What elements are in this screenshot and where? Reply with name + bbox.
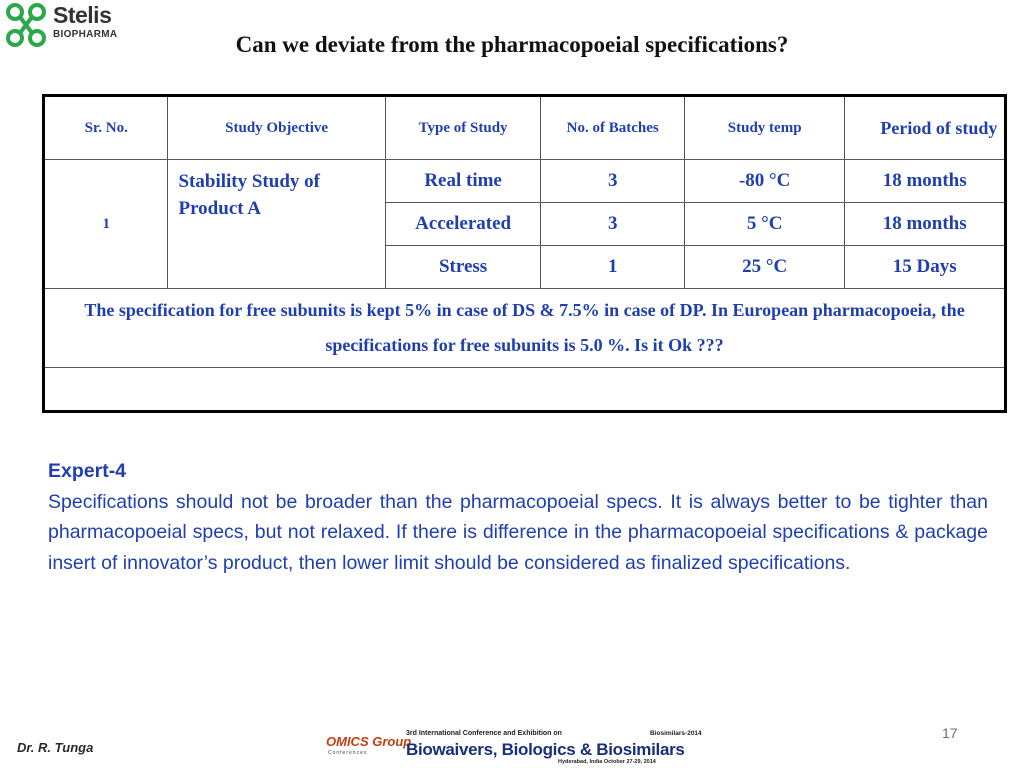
header-cell: Study Objective xyxy=(168,96,385,160)
expert-section xyxy=(48,456,988,578)
conference-title: Biowaivers, Biologics & Biosimilars xyxy=(406,740,685,759)
temp-cell: -80 °C xyxy=(684,160,844,203)
header-cell: No. of Batches xyxy=(541,96,685,160)
header-cell: Sr. No. xyxy=(44,96,168,160)
batches-cell: 3 xyxy=(541,203,685,246)
expert-heading: Expert-4 xyxy=(48,460,127,482)
sr-no-cell: 1 xyxy=(44,160,168,289)
header-cell: Period of study xyxy=(845,96,1006,160)
specification-table xyxy=(42,94,1007,413)
study-objective-cell: Stability Study of Product A xyxy=(168,160,385,289)
period-cell: 18 months xyxy=(845,160,1006,203)
logo-subtitle: BIOPHARMA xyxy=(53,29,118,40)
conference-edition: 3rd International Conference and Exhibition on xyxy=(406,730,562,737)
expert-body: Specifications should not be broader than the pharmacopoeial specs. It is always better to be tighter than pharmacopoeial specs, but not relaxed. If there is difference in the pharmacopoeial specifications & package insert of innovator’s product, then lower limit should be considered as finalized specifications. xyxy=(48,490,988,574)
header-cell: Study temp xyxy=(684,96,844,160)
conference-group-subtitle: Conferences xyxy=(328,750,368,756)
temp-cell: 5 °C xyxy=(684,203,844,246)
conference-banner xyxy=(326,726,718,768)
conference-tag: Biosimilars-2014 xyxy=(650,730,702,737)
study-type-cell: Real time xyxy=(385,160,541,203)
table-row xyxy=(44,160,1006,203)
period-cell: 15 Days xyxy=(845,246,1006,289)
temp-cell: 25 °C xyxy=(684,246,844,289)
study-type-cell: Accelerated xyxy=(385,203,541,246)
author-name: Dr. R. Tunga xyxy=(17,740,94,755)
conference-group-logo: OMICS Group xyxy=(326,734,412,749)
period-cell: 18 months xyxy=(845,203,1006,246)
table-header-row xyxy=(44,96,1006,160)
specification-note: The specification for free subunits is kept 5% in case of DS & 7.5% in case of DP. In European pharmacopoeia, the specifications for free subunits is 5.0 %. Is it Ok ??? xyxy=(44,289,1006,368)
header-cell: Type of Study xyxy=(385,96,541,160)
page-number: 17 xyxy=(942,725,958,741)
empty-cell xyxy=(44,368,1006,412)
table-note-row xyxy=(44,289,1006,368)
conference-venue: Hyderabad, India October 27-29, 2014 xyxy=(558,759,656,765)
batches-cell: 3 xyxy=(541,160,685,203)
table-empty-row xyxy=(44,368,1006,412)
page-title: Can we deviate from the pharmacopoeial specifications? xyxy=(235,32,789,57)
logo-name: Stelis xyxy=(53,2,112,28)
study-type-cell: Stress xyxy=(385,246,541,289)
batches-cell: 1 xyxy=(541,246,685,289)
